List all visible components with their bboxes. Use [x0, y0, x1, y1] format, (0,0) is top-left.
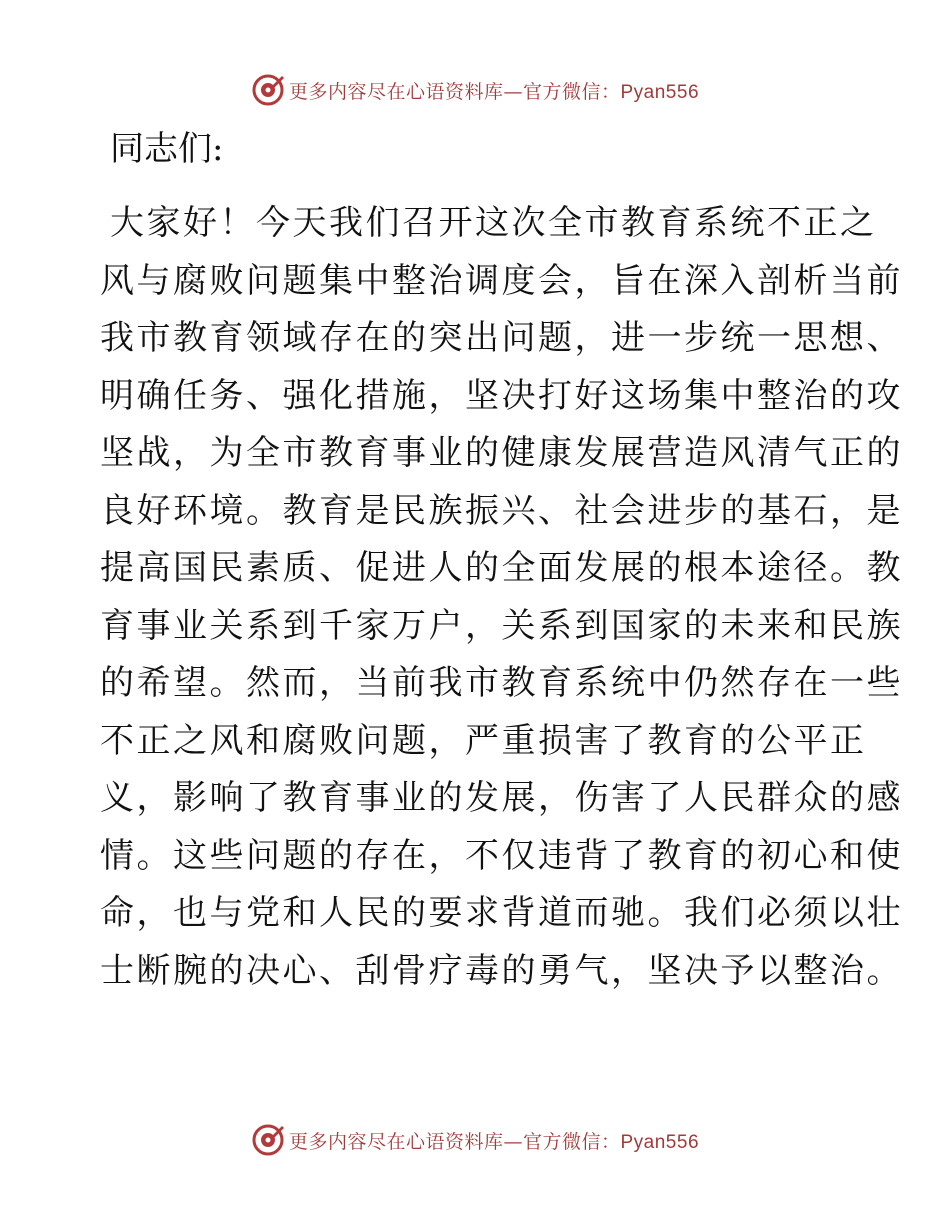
- body-line: 情。这些问题的存在，不仅违背了教育的初心和使: [100, 835, 903, 876]
- header-banner-text: 更多内容尽在心语资料库—官方微信：Pyan556: [288, 80, 700, 103]
- body-line: 的希望。然而，当前我市教育系统中仍然存在一些: [100, 663, 903, 703]
- pen-logo-icon: [251, 73, 285, 107]
- salutation: 同志们:: [110, 129, 224, 169]
- body-line: 提高国民素质、促进人的全面发展的根本途径。教: [100, 548, 903, 588]
- body-line: 坚战，为全市教育事业的健康发展营造风清气正的: [100, 433, 903, 473]
- body-line: 我市教育领域存在的突出问题，进一步统一思想、: [100, 318, 903, 358]
- header-banner: [0, 70, 950, 110]
- footer-banner: [0, 1120, 950, 1160]
- body-text: [100, 195, 903, 1000]
- body-line: 育事业关系到千家万户，关系到国家的未来和民族: [100, 605, 903, 646]
- body-line: 士断腕的决心、刮骨疗毒的勇气，坚决予以整治。: [100, 950, 903, 991]
- footer-banner-id: Pyan556: [620, 1131, 700, 1153]
- header-banner-id: Pyan556: [620, 81, 700, 103]
- body-line: 良好环境。教育是民族振兴、社会进步的基石，是: [100, 490, 903, 531]
- body-line: 命，也与党和人民的要求背道而驰。我们必须以壮: [100, 893, 903, 933]
- body-line: 不正之风和腐败问题，严重损害了教育的公平正: [100, 720, 867, 761]
- pen-logo-icon: [251, 1123, 285, 1157]
- body-line: 风与腐败问题集中整治调度会，旨在深入剖析当前: [100, 260, 903, 301]
- footer-banner-text: 更多内容尽在心语资料库—官方微信：Pyan556: [288, 1130, 700, 1153]
- body-line: 明确任务、强化措施，坚决打好这场集中整治的攻: [100, 375, 903, 416]
- body-line: 大家好！今天我们召开这次全市教育系统不正之: [110, 203, 877, 243]
- body-line: 义，影响了教育事业的发展，伤害了人民群众的感: [100, 778, 903, 818]
